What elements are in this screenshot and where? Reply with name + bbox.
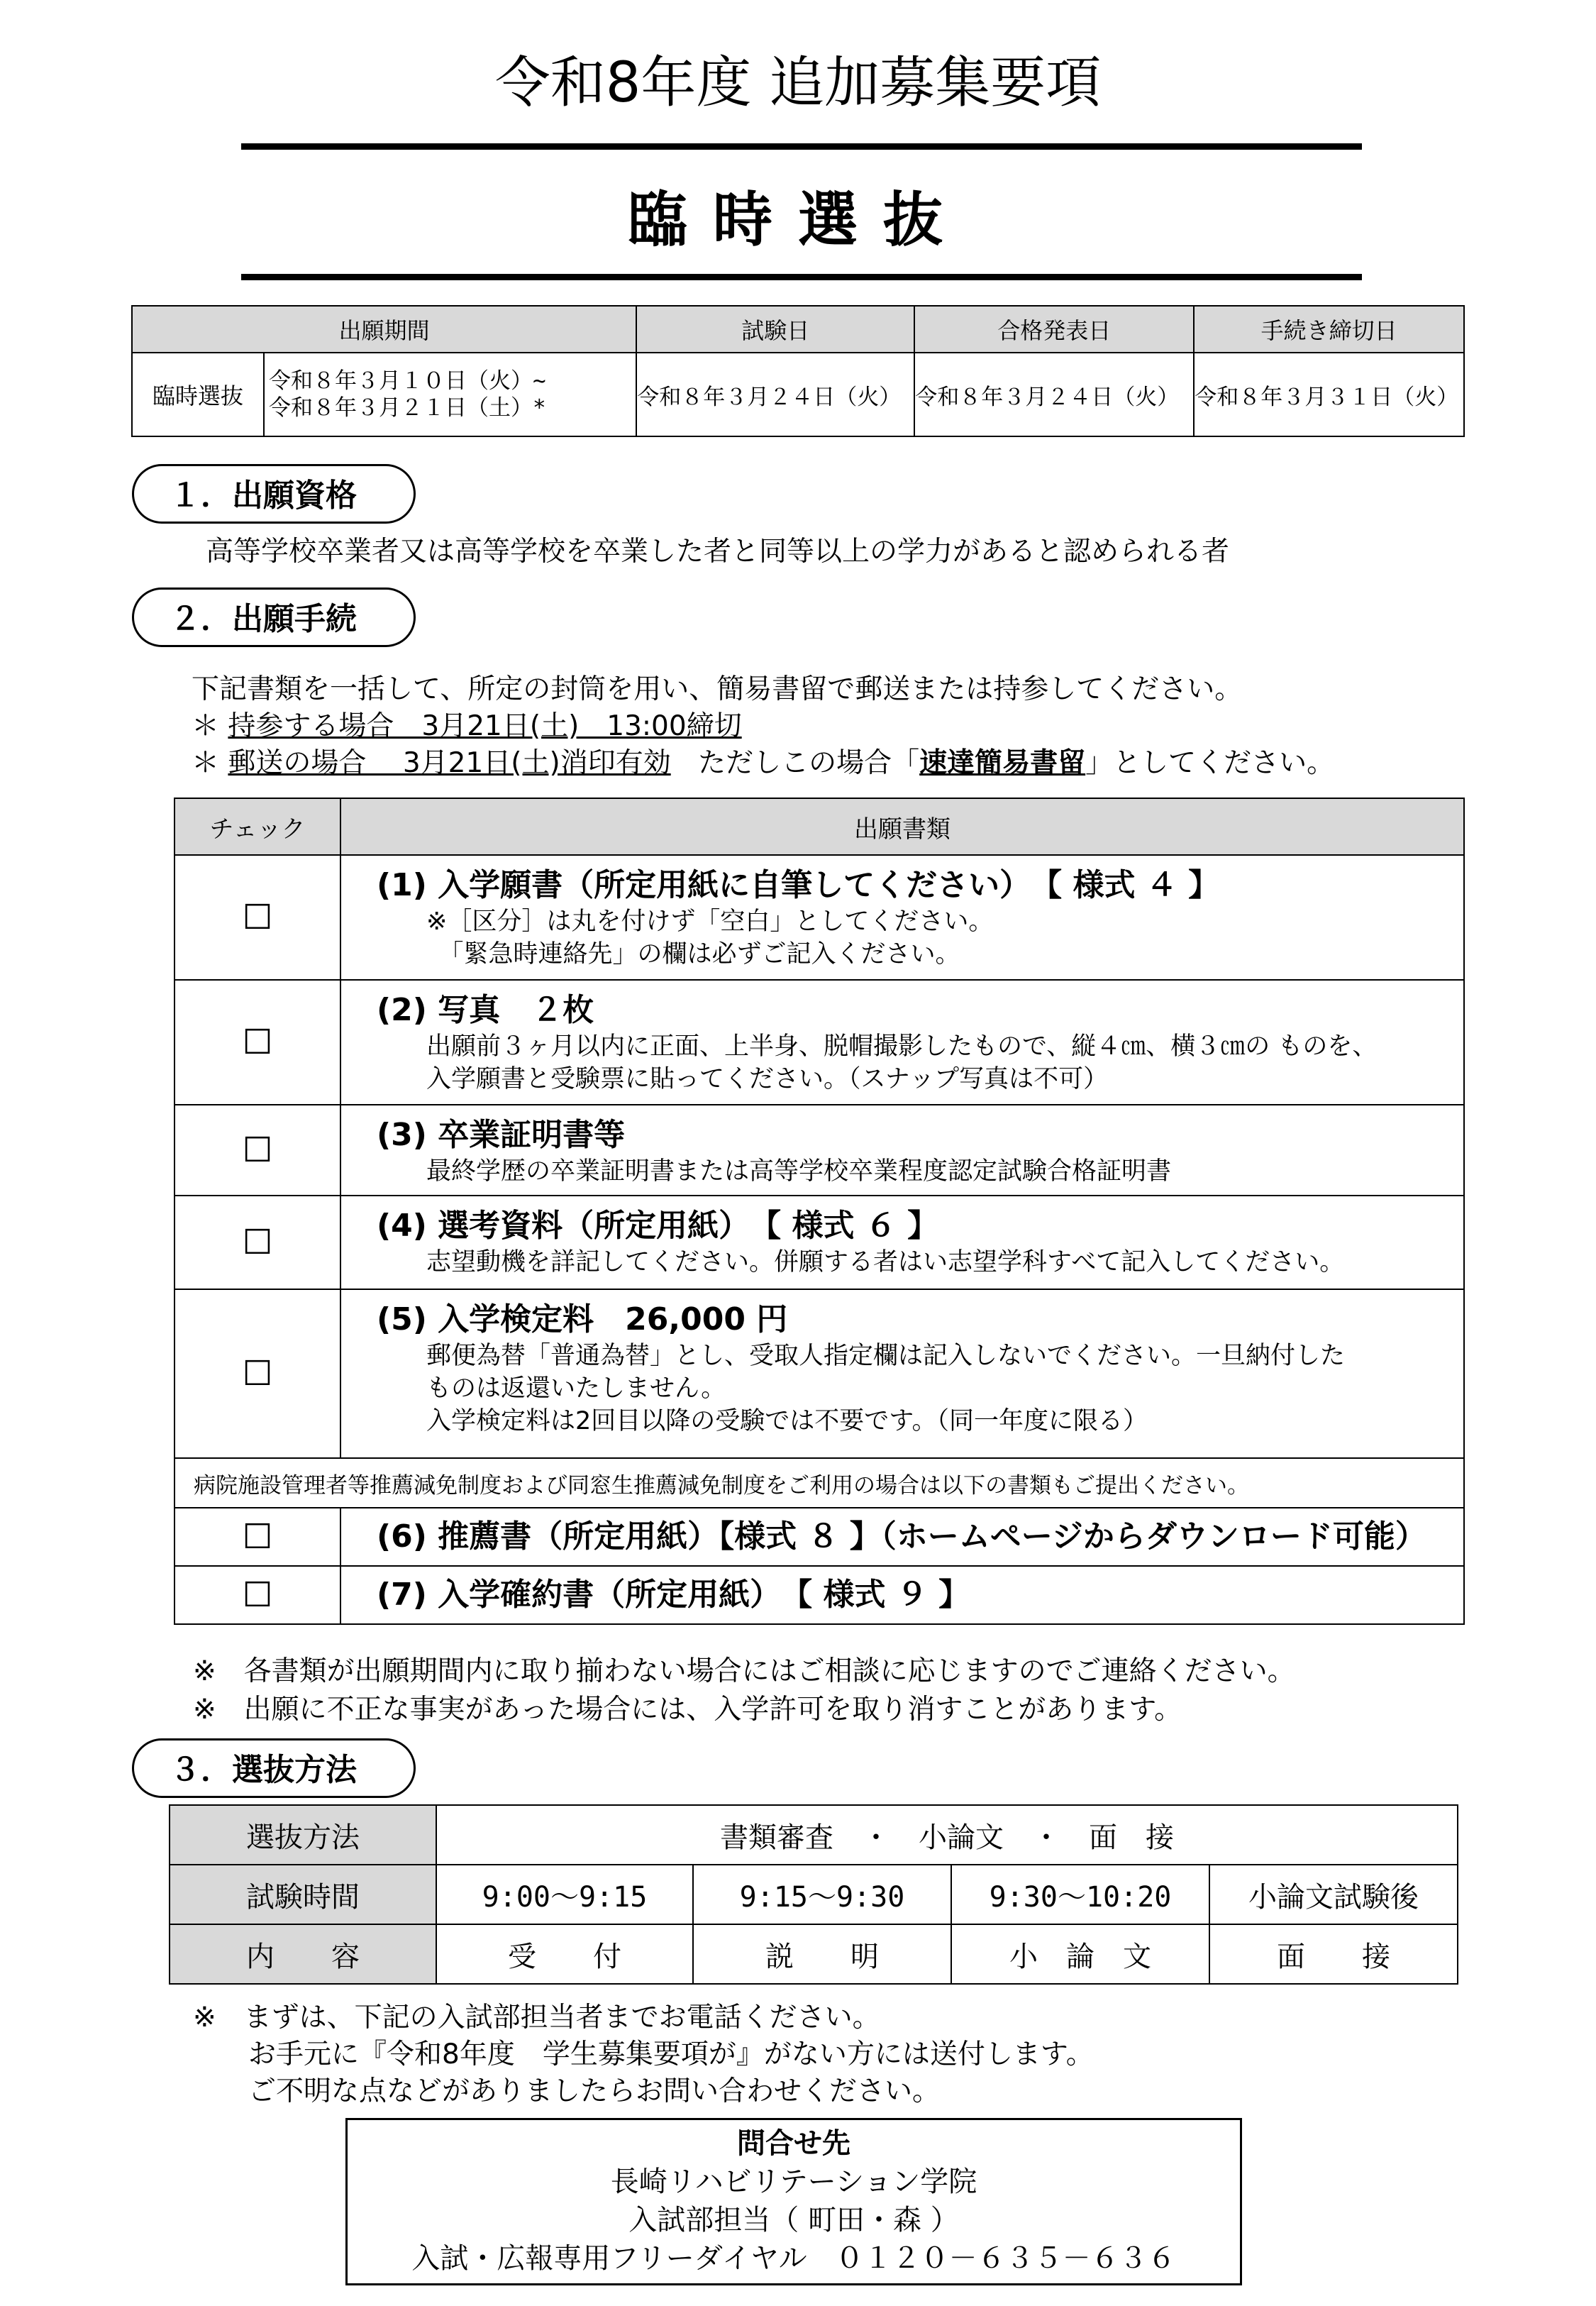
section-1-text: 高等学校卒業者又は高等学校を卒業した者と同等以上の学力があると認められる者 (206, 536, 1230, 568)
content-cell: 説 明 (693, 1924, 951, 1984)
contact-box (345, 2118, 1242, 2285)
document-note: 病院施設管理者等推薦減免制度および同窓生推薦減免制度をご利用の場合は以下の書類もご提出ください。 (174, 1458, 1464, 1508)
content-cell: 小 論 文 (951, 1924, 1209, 1984)
documents-footnote: ※ 各書類が出願期間内に取り揃わない場合にはご相談に応じますのでご連絡ください。 (193, 1655, 1295, 1687)
document-row (174, 1196, 1464, 1289)
schedule-header: 合格発表日 (914, 306, 1194, 353)
document-checkbox[interactable]: ☐ (174, 1566, 340, 1624)
document-line: ものは返還いたしません。 (426, 1374, 726, 1403)
document-heading: (6) 推薦書（所定用紙）【様式 ８ 】（ホームページからダウンロード可能） (377, 1518, 1426, 1555)
schedule-row-label: 臨時選抜 (132, 353, 264, 436)
page-title: 令和8年度 追加募集要項 (494, 51, 1102, 115)
time-slot: 9:30～10:20 (951, 1865, 1209, 1924)
contact-dept: 入試部担当（ 町田・森 ） (628, 2204, 959, 2236)
document-line: 出願前３ヶ月以内に正面、上半身、脱帽撮影したもので、縦４㎝、横３㎝の ものを、 (426, 1032, 1378, 1061)
document-row (174, 1289, 1464, 1458)
document-line: 入学願書と受験票に貼ってください。（スナップ写真は不可） (426, 1065, 1109, 1093)
method-value: 書類審査 ・ 小論文 ・ 面 接 (436, 1805, 1458, 1865)
document-checkbox[interactable]: ☐ (174, 980, 340, 1105)
title-rule-bottom (241, 274, 1362, 280)
exam-date: 令和８年３月２４日（火） (636, 353, 914, 436)
content-cell: 受 付 (436, 1924, 693, 1984)
title-rule-top (241, 143, 1362, 150)
documents-table (174, 798, 1465, 1625)
document-row (174, 980, 1464, 1105)
document-row (174, 855, 1464, 980)
document-note-row (174, 1458, 1464, 1508)
contact-school: 長崎リハビリテーション学院 (610, 2166, 977, 2198)
schedule-header: 試験日 (636, 306, 914, 353)
time-slot: 9:15～9:30 (693, 1865, 951, 1924)
document-row (174, 1566, 1464, 1624)
document-checkbox[interactable]: ☐ (174, 1196, 340, 1289)
schedule-header: 出願期間 (132, 306, 636, 353)
document-checkbox[interactable]: ☐ (174, 1105, 340, 1196)
document-line: 「緊急時連絡先」の欄は必ずご記入ください。 (426, 940, 960, 969)
content-cell: 面 接 (1209, 1924, 1458, 1984)
document-checkbox[interactable]: ☐ (174, 855, 340, 980)
section-3-label: ３．選抜方法 (132, 1738, 416, 1798)
section-2-note-1 (192, 708, 742, 745)
document-line: 最終学歴の卒業証明書または高等学校卒業程度認定試験合格証明書 (426, 1157, 1172, 1186)
document-line: 入学検定料は2回目以降の受験では不要です。（同一年度に限る） (426, 1407, 1148, 1435)
section-2-intro: 下記書類を一括して、所定の封筒を用い、簡易書留で郵送または持参してください。 (192, 673, 1243, 705)
document-row (174, 1508, 1464, 1566)
time-label: 試験時間 (170, 1865, 436, 1924)
content-label: 内 容 (170, 1924, 436, 1984)
schedule-header: 手続き締切日 (1194, 306, 1464, 353)
section-1-label: １．出願資格 (132, 464, 416, 524)
document-heading: (2) 写真 ２枚 (377, 992, 594, 1028)
document-heading: (7) 入学確約書（所定用紙） 【 様式 ９ 】 (377, 1577, 970, 1613)
period-start: 令和８年３月１０日（火）~ (269, 368, 546, 394)
note-2-emphasis: 速達簡易書留 (919, 747, 1086, 779)
section-3-note: ご不明な点などがありましたらお問い合わせください。 (193, 2075, 941, 2107)
method-label: 選抜方法 (170, 1805, 436, 1865)
note-2-suffix-a: ただしこの場合「 (698, 747, 920, 779)
document-line: 郵便為替「普通為替」とし、受取人指定欄は記入しないでください。一旦納付した (426, 1342, 1346, 1370)
document-line: 志望動機を詳記してください。併願する者はい志望学科すべて記入してください。 (426, 1248, 1345, 1276)
document-checkbox[interactable]: ☐ (174, 1508, 340, 1566)
note-2-text: 郵送の場合 3月21日(土)消印有効 (228, 747, 671, 779)
document-heading: (4) 選考資料（所定用紙） 【 様式 ６ 】 (377, 1208, 939, 1244)
note-1-text: 持参する場合 3月21日(土) 13:00締切 (228, 710, 742, 742)
document-row (174, 1105, 1464, 1196)
note-bullet: ＊ (192, 710, 220, 742)
time-slot: 小論文試験後 (1209, 1865, 1458, 1924)
col-check-header: チェック (174, 798, 340, 855)
section-3-note: ※ まずは、下記の入試部担当者までお電話ください。 (193, 2002, 880, 2034)
time-slot: 9:00～9:15 (436, 1865, 693, 1924)
document-checkbox[interactable]: ☐ (174, 1289, 340, 1458)
document-heading: (5) 入学検定料 26,000 円 (377, 1301, 788, 1337)
document-line: ※［区分］は丸を付けず「空白」としてください。 (426, 907, 994, 936)
contact-heading: 問合せ先 (737, 2127, 850, 2160)
document-heading: (3) 卒業証明書等 (377, 1117, 626, 1153)
period-end: 令和８年３月２１日（土）* (269, 395, 546, 421)
contact-phone[interactable]: 入試・広報専用フリーダイヤル ０１２０－６３５－６３６ (411, 2242, 1176, 2275)
schedule-table (131, 305, 1465, 437)
deadline-date: 令和８年３月３１日（火） (1194, 353, 1464, 436)
section-3-note: お手元に『令和8年度 学生募集要項が』がない方には送付します。 (193, 2039, 1094, 2070)
note-bullet: ＊ (192, 747, 220, 779)
page-subtitle: 臨時選抜 (627, 185, 968, 255)
note-2-suffix-b: 」としてください。 (1085, 747, 1335, 779)
section-2-note-2 (192, 745, 1334, 782)
result-date: 令和８年３月２４日（火） (914, 353, 1194, 436)
section-2-label: ２．出願手続 (132, 587, 416, 647)
document-heading: (1) 入学願書（所定用紙に自筆してください） 【 様式 ４ 】 (377, 867, 1220, 903)
col-docs-header: 出願書類 (340, 798, 1464, 855)
selection-table (169, 1804, 1458, 1985)
documents-footnote: ※ 出願に不正な事実があった場合には、入学許可を取り消すことがあります。 (193, 1694, 1182, 1726)
